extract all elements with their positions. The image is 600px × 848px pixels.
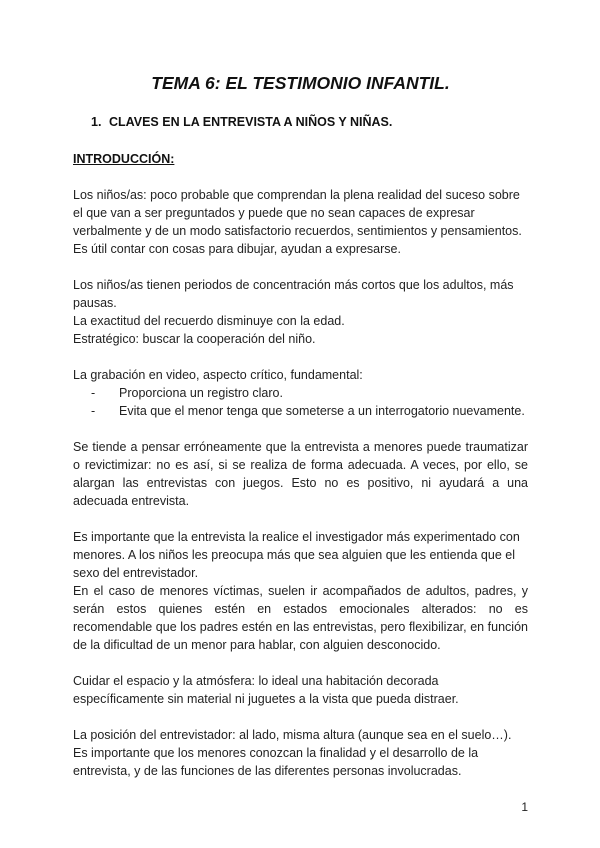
intro-heading: INTRODUCCIÓN: bbox=[73, 152, 175, 166]
section-label: CLAVES EN LA ENTREVISTA A NIÑOS Y NIÑAS. bbox=[109, 115, 393, 129]
paragraph-interviewer-position: La posición del entrevistador: al lado, misma altura (aunque sea en el suelo…). bbox=[73, 728, 512, 742]
section-number: 1. bbox=[91, 115, 102, 129]
paragraph-space-atmosphere: Cuidar el espacio y la atmósfera: lo ideal una habitación decorada específicamente sin material ni juguetes a la vista que pueda distraer. bbox=[73, 674, 459, 706]
list-item: - Proporciona un registro claro. bbox=[91, 384, 528, 402]
paragraph-concentration: Los niños/as tienen periodos de concentración más cortos que los adultos, más pausas. bbox=[73, 278, 514, 310]
paragraph-interview-purpose: Es importante que los menores conozcan la finalidad y el desarrollo de la entrevista, y de las funciones de las diferentes personas involucradas. bbox=[73, 746, 479, 778]
paragraph-revictimization: Se tiende a pensar erróneamente que la entrevista a menores puede traumatizar o revictimizar: no es así, si se realiza de forma adecuada. A veces, por ello, se alargan las entrevistas con juegos. Esto no es positivo, ni ayudará a una adecuada entrevista. bbox=[73, 440, 528, 508]
list-item: - Evita que el menor tenga que someterse a un interrogatorio nuevamente. bbox=[91, 402, 528, 420]
paragraph-parents-presence: En el caso de menores víctimas, suelen ir acompañados de adultos, padres, y serán estos quienes estén en estados emocionales alterados: no es recomendable que los padres estén en las entrevistas, pero flexibilizar, en función de la dificultad de un menor para hablar, con alguien desconocido. bbox=[73, 584, 528, 652]
paragraph-interviewer-experience: Es importante que la entrevista la realice el investigador más experimentado con menores. A los niños les preocupa más que sea alguien que les entienda que el sexo del entrevistador. bbox=[73, 530, 520, 580]
section-heading bbox=[73, 113, 528, 131]
paragraph-children-comprehension: Los niños/as: poco probable que comprendan la plena realidad del suceso sobre el que van a ser preguntados y puede que no sean capaces de expresar verbalmente y de un modo satisfactorio recuerdos, sentimientos y pensamientos. Es útil contar con cosas para dibujar, ayudan a expresarse. bbox=[73, 188, 522, 256]
paragraph-memory-accuracy: La exactitud del recuerdo disminuye con la edad. bbox=[73, 314, 345, 328]
video-benefits-list bbox=[73, 384, 528, 420]
document-title: TEMA 6: EL TESTIMONIO INFANTIL. bbox=[151, 73, 450, 93]
paragraph-strategic: Estratégico: buscar la cooperación del niño. bbox=[73, 332, 316, 346]
page-number: 1 bbox=[521, 800, 528, 814]
paragraph-video-recording: La grabación en video, aspecto crítico, fundamental: bbox=[73, 368, 363, 382]
